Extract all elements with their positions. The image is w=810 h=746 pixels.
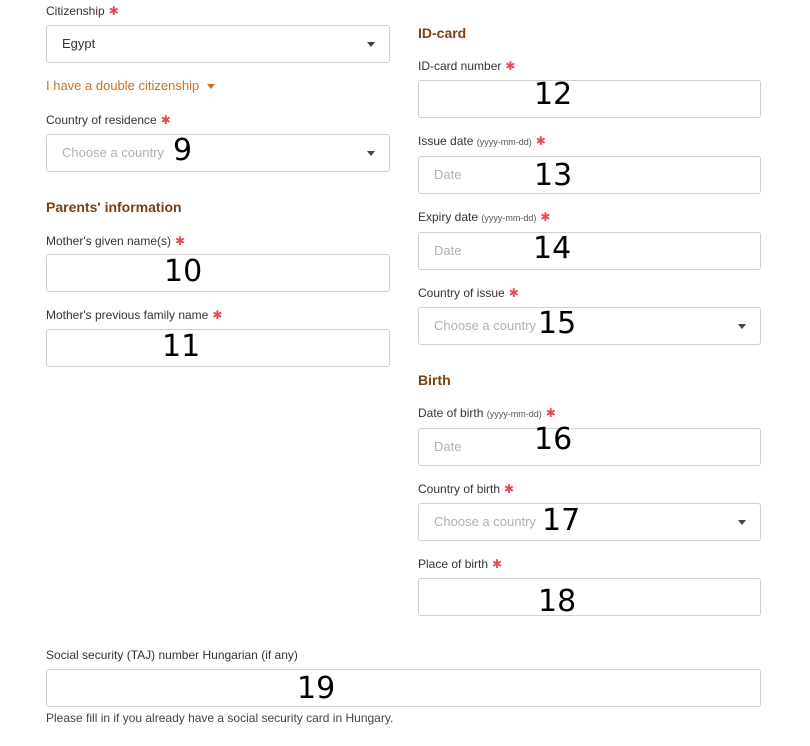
- required-icon: ✱: [492, 557, 503, 571]
- field-marker-9: 9: [173, 133, 193, 168]
- country-issue-placeholder: Choose a country: [434, 318, 536, 333]
- birth-heading: Birth: [418, 372, 451, 388]
- residence-placeholder: Choose a country: [62, 145, 164, 160]
- issue-date-label: [418, 134, 546, 148]
- required-icon: ✱: [160, 113, 171, 127]
- citizenship-select[interactable]: [46, 25, 390, 63]
- date-of-birth-input[interactable]: [418, 428, 761, 466]
- country-issue-label: [418, 286, 519, 300]
- date-of-birth-label-text: Date of birth: [418, 406, 484, 420]
- chevron-down-icon: [367, 151, 375, 156]
- country-birth-label-text: Country of birth: [418, 482, 501, 496]
- taj-input[interactable]: [46, 669, 761, 707]
- date-of-birth-format-hint: (yyyy-mm-dd): [486, 409, 542, 419]
- field-marker-19: 19: [297, 671, 336, 706]
- citizenship-label: [46, 4, 119, 18]
- required-icon: ✱: [175, 234, 186, 248]
- field-marker-12: 12: [534, 77, 573, 112]
- idcard-number-label: [418, 59, 515, 73]
- chevron-down-icon: [738, 324, 746, 329]
- caret-down-icon: [207, 84, 215, 89]
- field-marker-18: 18: [538, 584, 577, 619]
- country-birth-label: [418, 482, 514, 496]
- parents-heading: Parents' information: [46, 199, 182, 215]
- expiry-date-input[interactable]: [418, 232, 761, 270]
- place-birth-label-text: Place of birth: [418, 557, 489, 571]
- expiry-date-placeholder: Date: [434, 243, 462, 258]
- expiry-date-label: [418, 210, 550, 224]
- field-marker-15: 15: [538, 306, 577, 341]
- citizenship-label-text: Citizenship: [46, 4, 105, 18]
- required-icon: ✱: [504, 482, 515, 496]
- chevron-down-icon: [738, 520, 746, 525]
- expiry-date-format-hint: (yyyy-mm-dd): [481, 213, 537, 223]
- chevron-down-icon: [367, 42, 375, 47]
- double-citizenship-toggle[interactable]: [46, 78, 215, 93]
- mother-previous-label-text: Mother's previous family name: [46, 308, 209, 322]
- country-issue-label-text: Country of issue: [418, 286, 505, 300]
- double-citizenship-text: I have a double citizenship: [46, 78, 200, 93]
- field-marker-17: 17: [542, 503, 581, 538]
- field-marker-11: 11: [162, 329, 201, 364]
- required-icon: ✱: [108, 4, 119, 18]
- mother-previous-input[interactable]: [46, 329, 390, 367]
- field-marker-14: 14: [533, 231, 572, 266]
- idcard-number-input[interactable]: [418, 77, 761, 118]
- residence-label: [46, 113, 171, 127]
- mother-given-label-text: Mother's given name(s): [46, 234, 172, 248]
- taj-label: Social security (TAJ) number Hungarian (if any): [46, 648, 298, 662]
- country-birth-placeholder: Choose a country: [434, 514, 536, 529]
- place-birth-label: [418, 557, 502, 571]
- field-marker-10: 10: [164, 254, 203, 289]
- country-issue-select[interactable]: [418, 307, 761, 345]
- issue-date-input[interactable]: [418, 156, 761, 194]
- issue-date-placeholder: Date: [434, 167, 462, 182]
- required-icon: ✱: [508, 286, 519, 300]
- required-icon: ✱: [505, 59, 516, 73]
- mother-given-input[interactable]: [46, 254, 390, 292]
- citizenship-value: Egypt: [62, 36, 96, 51]
- place-birth-input[interactable]: [418, 578, 761, 619]
- mother-given-label: [46, 234, 185, 248]
- idcard-heading: ID-card: [418, 25, 467, 41]
- required-icon: ✱: [545, 406, 556, 420]
- date-of-birth-placeholder: Date: [434, 439, 462, 454]
- issue-date-format-hint: (yyyy-mm-dd): [476, 137, 532, 147]
- taj-help-text: Please fill in if you already have a social security card in Hungary.: [46, 711, 394, 725]
- required-icon: ✱: [540, 210, 551, 224]
- country-birth-select[interactable]: [418, 503, 761, 541]
- issue-date-label-text: Issue date: [418, 134, 474, 148]
- residence-label-text: Country of residence: [46, 113, 157, 127]
- date-of-birth-label: [418, 406, 556, 420]
- required-icon: ✱: [212, 308, 223, 322]
- idcard-number-label-text: ID-card number: [418, 59, 502, 73]
- field-marker-16: 16: [534, 422, 573, 457]
- required-icon: ✱: [535, 134, 546, 148]
- expiry-date-label-text: Expiry date: [418, 210, 479, 224]
- mother-previous-label: [46, 308, 222, 322]
- field-marker-13: 13: [534, 158, 573, 193]
- residence-select[interactable]: [46, 134, 390, 172]
